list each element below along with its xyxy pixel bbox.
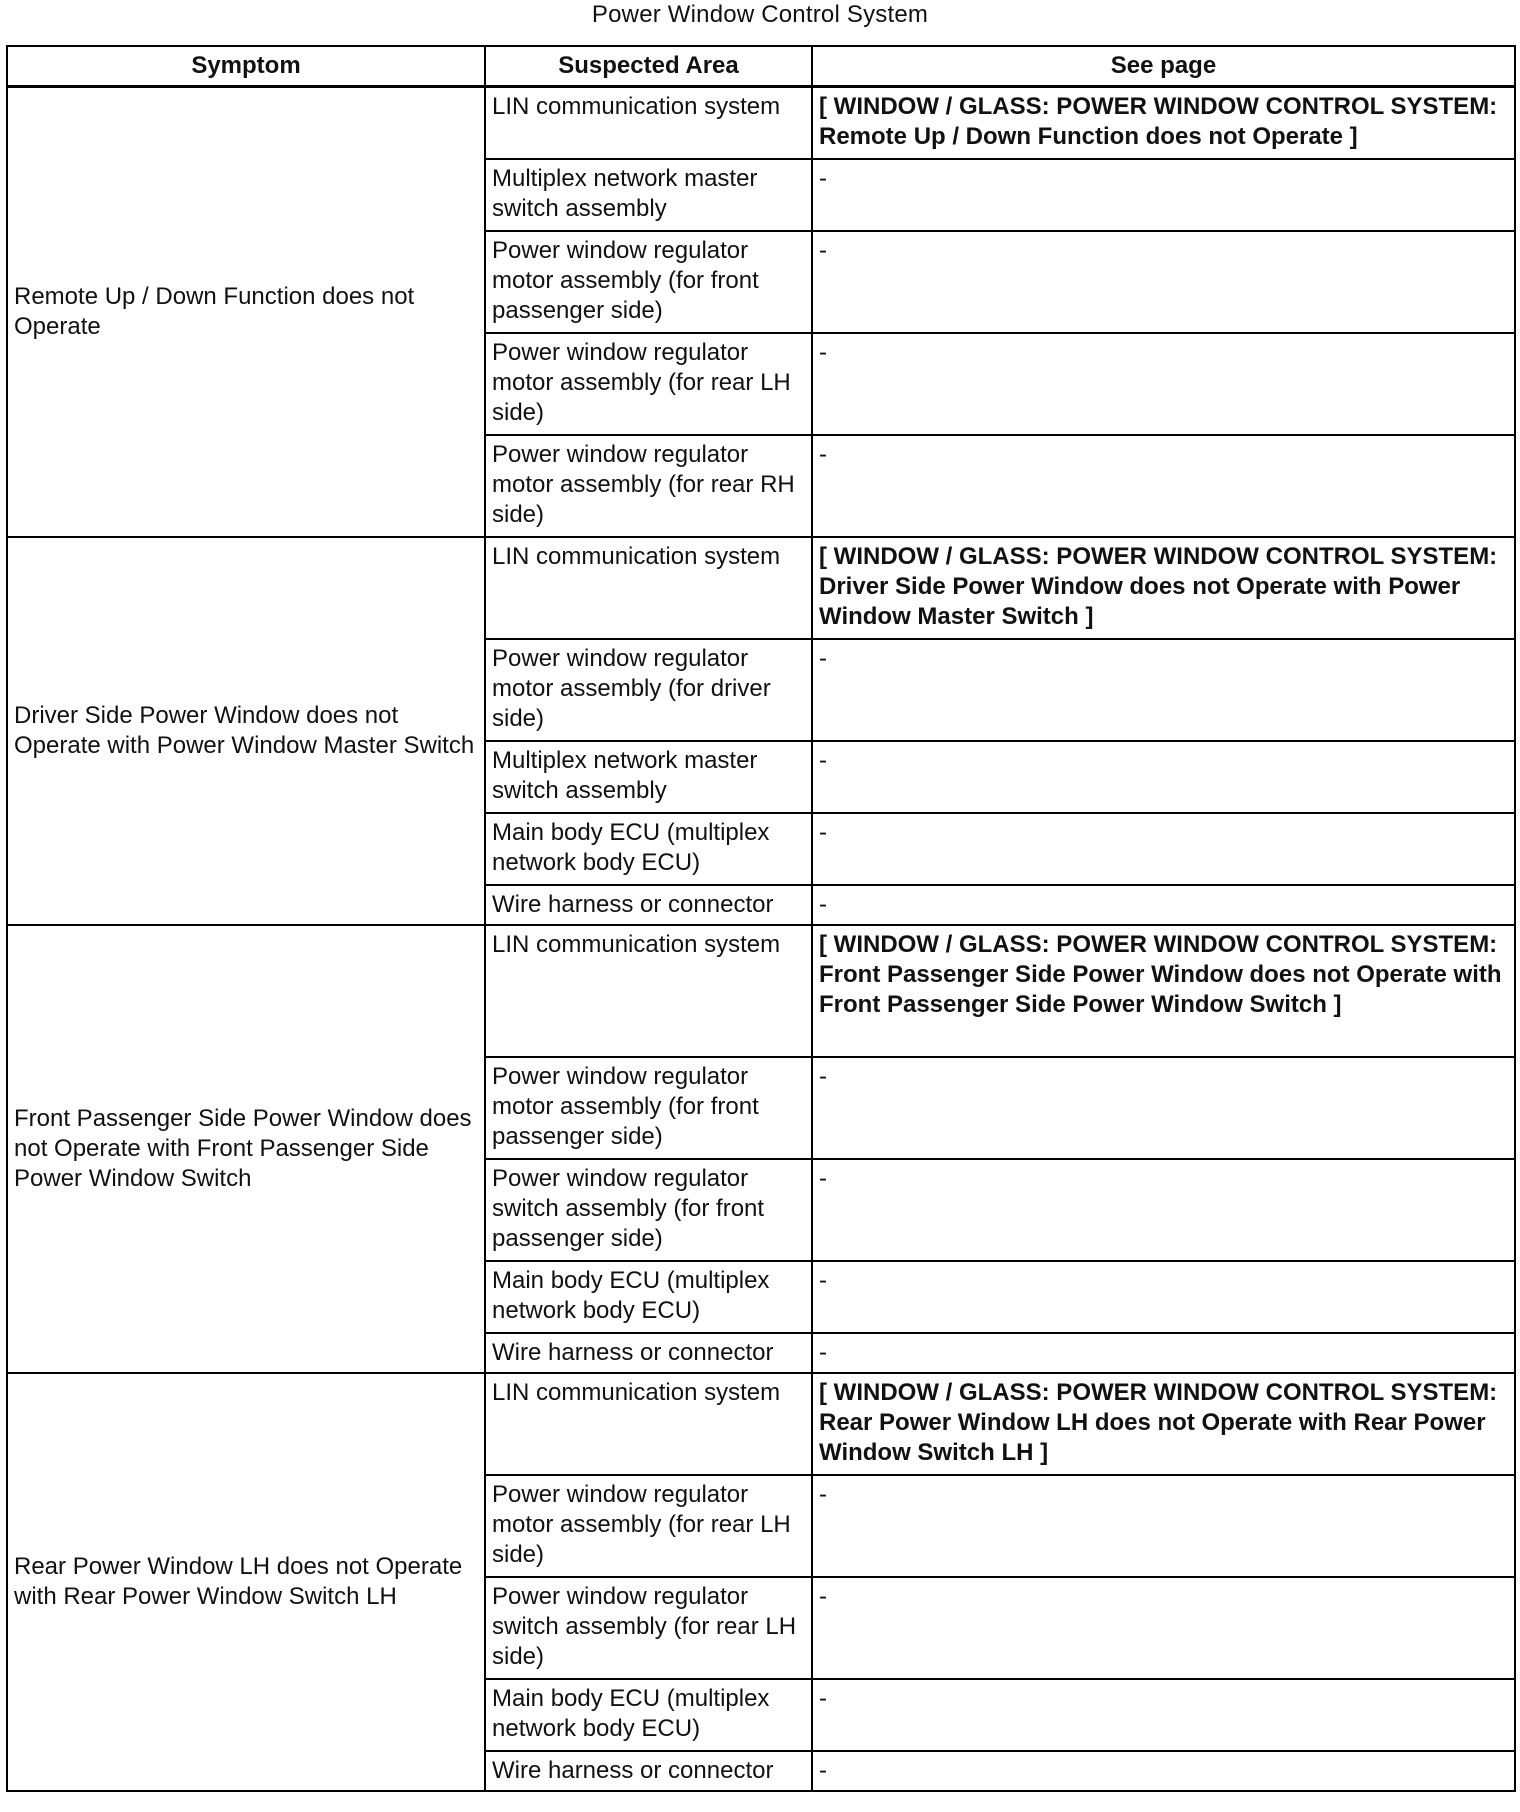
see-page-cell: - — [812, 885, 1515, 925]
suspected-area-cell: Power window regulator motor assembly (for front passenger side) — [485, 1057, 812, 1159]
see-page-cell: - — [812, 435, 1515, 537]
see-page-link[interactable]: [ WINDOW / GLASS: POWER WINDOW CONTROL SYSTEM: Driver Side Power Window does not Operate with Power Window Master Switch ] — [812, 537, 1515, 639]
header-see-page: See page — [812, 46, 1515, 87]
see-page-cell: - — [812, 1057, 1515, 1159]
see-page-cell: - — [812, 1679, 1515, 1751]
suspected-area-cell: Power window regulator switch assembly (for front passenger side) — [485, 1159, 812, 1261]
suspected-area-cell: Multiplex network master switch assembly — [485, 741, 812, 813]
suspected-area-cell: Power window regulator switch assembly (for rear LH side) — [485, 1577, 812, 1679]
table-row — [7, 537, 1515, 639]
suspected-area-cell: LIN communication system — [485, 925, 812, 1057]
suspected-area-cell: Wire harness or connector — [485, 885, 812, 925]
table-header-row — [7, 46, 1515, 87]
see-page-cell: - — [812, 1261, 1515, 1333]
see-page-cell: - — [812, 639, 1515, 741]
symptom-cell: Front Passenger Side Power Window does not Operate with Front Passenger Side Power Window Switch — [7, 925, 485, 1373]
see-page-cell: - — [812, 231, 1515, 333]
see-page-cell: - — [812, 1475, 1515, 1577]
suspected-area-cell: LIN communication system — [485, 537, 812, 639]
suspected-area-cell: Power window regulator motor assembly (for rear LH side) — [485, 333, 812, 435]
see-page-cell: - — [812, 1577, 1515, 1679]
see-page-cell: - — [812, 1333, 1515, 1373]
see-page-cell: - — [812, 333, 1515, 435]
suspected-area-cell: Wire harness or connector — [485, 1333, 812, 1373]
see-page-cell: - — [812, 741, 1515, 813]
suspected-area-cell: Power window regulator motor assembly (for front passenger side) — [485, 231, 812, 333]
see-page-link[interactable]: [ WINDOW / GLASS: POWER WINDOW CONTROL SYSTEM: Front Passenger Side Power Window does not Operate with Front Passenger Side Power Window Switch ] — [812, 925, 1515, 1057]
see-page-cell: - — [812, 1751, 1515, 1791]
see-page-cell: - — [812, 813, 1515, 885]
table-row — [7, 87, 1515, 160]
see-page-cell: - — [812, 1159, 1515, 1261]
symptom-cell: Remote Up / Down Function does not Operate — [7, 87, 485, 538]
suspected-area-cell: Power window regulator motor assembly (for driver side) — [485, 639, 812, 741]
symptom-cell: Driver Side Power Window does not Operate with Power Window Master Switch — [7, 537, 485, 925]
suspected-area-cell: Wire harness or connector — [485, 1751, 812, 1791]
page-title: Power Window Control System — [591, 1, 929, 28]
suspected-area-cell: Power window regulator motor assembly (for rear RH side) — [485, 435, 812, 537]
table-row — [7, 925, 1515, 1057]
suspected-area-cell: LIN communication system — [485, 1373, 812, 1475]
header-suspected-area: Suspected Area — [485, 46, 812, 87]
suspected-area-cell: Power window regulator motor assembly (for rear LH side) — [485, 1475, 812, 1577]
table-row — [7, 1373, 1515, 1475]
symptom-cell: Rear Power Window LH does not Operate with Rear Power Window Switch LH — [7, 1373, 485, 1791]
see-page-link[interactable]: [ WINDOW / GLASS: POWER WINDOW CONTROL SYSTEM: Rear Power Window LH does not Operate with Rear Power Window Switch LH ] — [812, 1373, 1515, 1475]
suspected-area-cell: LIN communication system — [485, 87, 812, 160]
suspected-area-cell: Main body ECU (multiplex network body ECU) — [485, 813, 812, 885]
suspected-area-cell: Main body ECU (multiplex network body ECU) — [485, 1679, 812, 1751]
header-symptom: Symptom — [7, 46, 485, 87]
suspected-area-cell: Main body ECU (multiplex network body ECU) — [485, 1261, 812, 1333]
see-page-link[interactable]: [ WINDOW / GLASS: POWER WINDOW CONTROL SYSTEM: Remote Up / Down Function does not Operate ] — [812, 87, 1515, 160]
see-page-cell: - — [812, 159, 1515, 231]
troubleshooting-table — [6, 45, 1516, 1792]
suspected-area-cell: Multiplex network master switch assembly — [485, 159, 812, 231]
